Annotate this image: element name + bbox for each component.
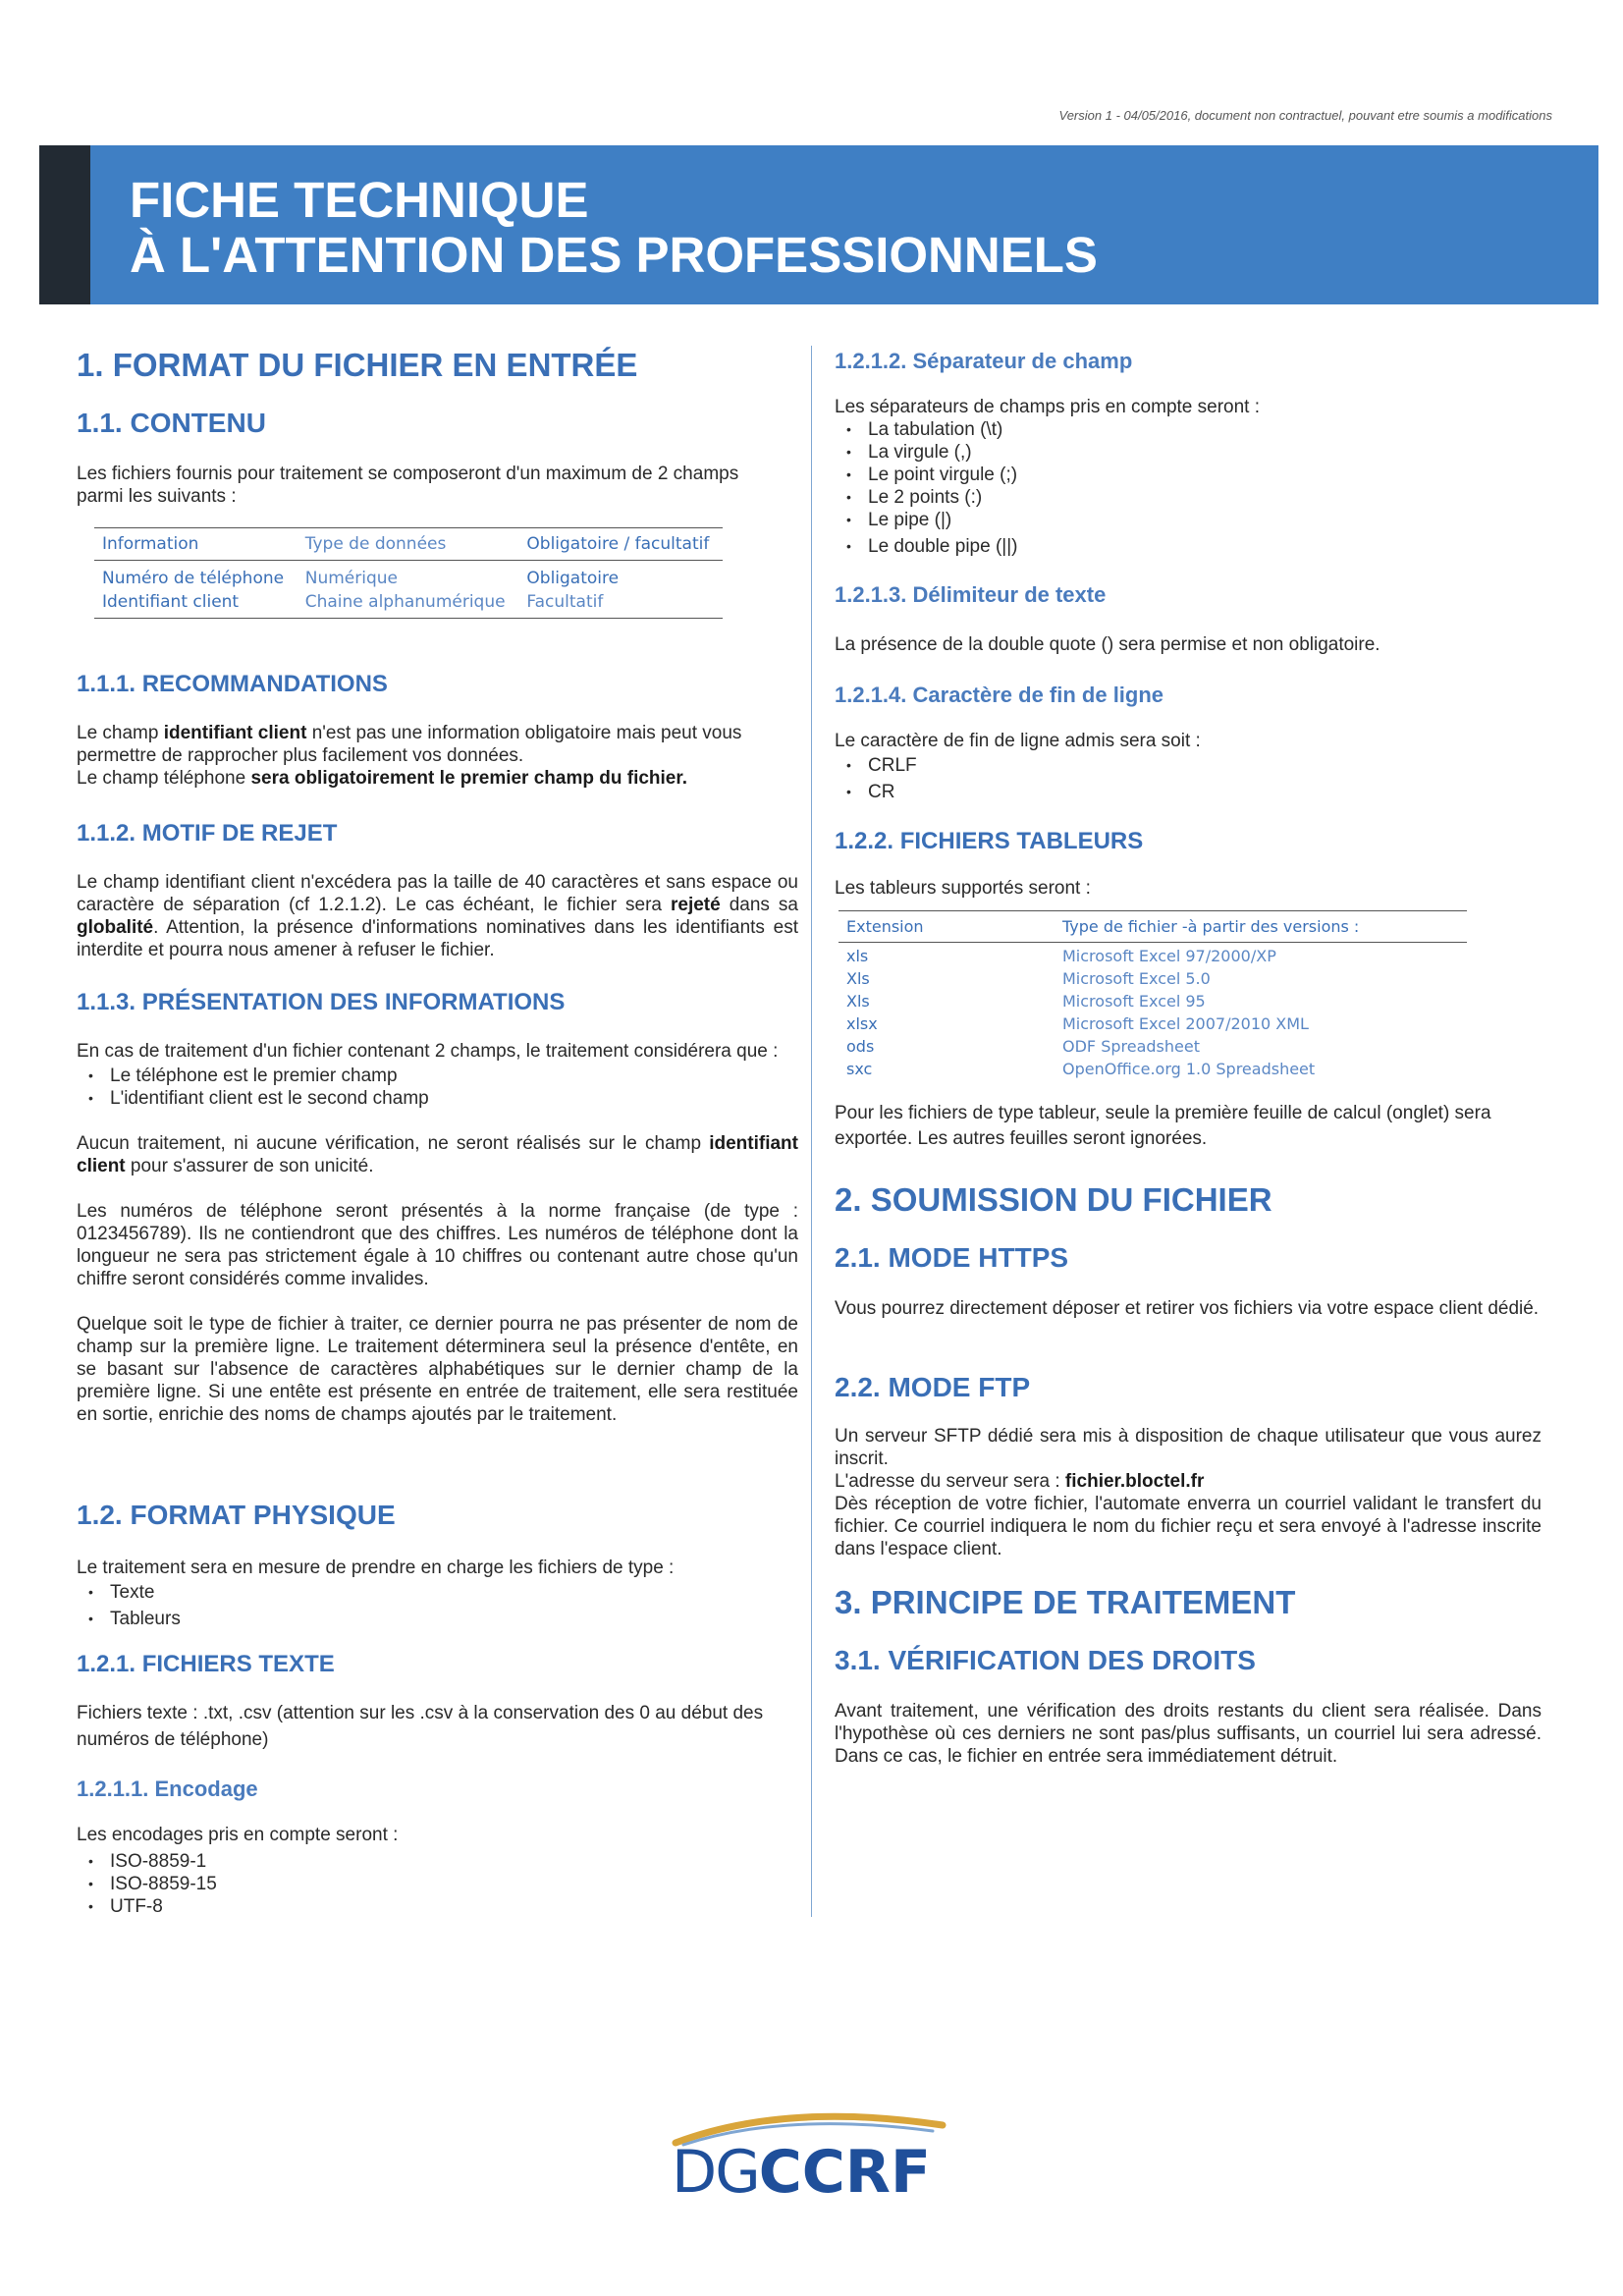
page-title <box>130 173 1098 283</box>
section-2-1-heading-wrap <box>835 1242 1542 1274</box>
table-header-row <box>94 528 723 561</box>
recommendation-paragraph-2 <box>77 767 798 790</box>
section-1-1-heading: 1.1. CONTENU <box>77 408 266 438</box>
section-1-2-1-1-text <box>77 1824 798 1918</box>
table-header-cell: Information <box>94 528 298 561</box>
physical-format-paragraph: Le traitement sera en mesure de prendre en charge les fichiers de type : <box>77 1558 675 1578</box>
table-cell: Obligatoire <box>526 569 620 588</box>
section-1-heading: 1. FORMAT DU FICHIER EN ENTRÉE <box>77 347 638 383</box>
page-title-line2: À L'ATTENTION DES PROFESSIONNELS <box>130 227 1098 283</box>
physical-format-list <box>77 1581 798 1630</box>
table-row <box>94 590 723 619</box>
encoding-paragraph: Les encodages pris en compte seront : <box>77 1825 399 1845</box>
table-cell: OpenOffice.org 1.0 Spreadsheet <box>1062 1060 1316 1078</box>
section-1-1-3-text <box>77 1040 798 1426</box>
section-2-2-text <box>835 1425 1542 1560</box>
text-files-paragraph: Fichiers texte : .txt, .csv (attention sur les .csv à la conservation des 0 au début des numéros de téléphone) <box>77 1703 764 1750</box>
section-1-1-2-heading: 1.1.2. MOTIF DE REJET <box>77 820 338 847</box>
text-run: Le champ téléphone <box>77 768 251 789</box>
section-2-2-heading: 2.2. MODE FTP <box>835 1372 1031 1402</box>
dgccrf-logo <box>668 2102 962 2207</box>
section-1-2-1-2-heading: 1.2.1.2. Séparateur de champ <box>835 349 1133 373</box>
section-1-heading-wrap <box>77 347 798 384</box>
section-1-2-2-heading: 1.2.2. FICHIERS TABLEURS <box>835 828 1144 854</box>
presentation-paragraph-2 <box>77 1132 798 1177</box>
table-cell: Xls <box>846 992 870 1011</box>
text-run: n'est pas une information obligatoire mais peut vous permettre de rapprocher plus facilement vos données. <box>77 723 742 766</box>
list-item: • Texte <box>77 1581 798 1604</box>
end-of-line-paragraph: Le caractère de fin de ligne admis sera soit : <box>835 731 1201 751</box>
bold-run: sera obligatoirement le premier champ du fichier. <box>250 768 687 789</box>
section-1-1-1-text <box>77 722 798 790</box>
list-item: • L'identifiant client est le second champ <box>77 1087 798 1110</box>
table-cell: Numérique <box>304 569 398 588</box>
section-3-heading-wrap <box>835 1584 1542 1621</box>
section-3-1-heading: 3.1. VÉRIFICATION DES DROITS <box>835 1645 1256 1675</box>
separators-list <box>835 418 1542 558</box>
list-item: • Le point virgule (;) <box>835 464 1542 486</box>
bold-run: identifiant client <box>163 723 307 743</box>
section-2-2-heading-wrap <box>835 1372 1542 1403</box>
table-cell: Facultatif <box>518 590 723 619</box>
list-item: • Le double pipe (||) <box>835 535 1542 558</box>
table-row <box>839 943 1467 968</box>
table-header-cell: Extension <box>839 911 1055 943</box>
text-run: Aucun traitement, ni aucune vérification, ne seront réalisés sur le champ <box>77 1133 710 1154</box>
section-1-1-1-heading-wrap <box>77 671 798 698</box>
section-2-1-text <box>835 1297 1542 1320</box>
section-1-2-1-3-heading: 1.2.1.3. Délimiteur de texte <box>835 582 1107 607</box>
section-1-2-2-text <box>835 877 1542 900</box>
contents-table-wrap <box>94 527 798 619</box>
section-3-1-text <box>835 1700 1542 1768</box>
table-cell: sxc <box>846 1060 873 1078</box>
section-1-2-heading-wrap <box>77 1500 798 1531</box>
text-run: Le champ identifiant client n'excédera pas la taille de 40 caractères et sans espace ou caractère de séparation (cf 1.2.1.2). Le cas échéant, le fichier sera <box>77 872 798 915</box>
section-1-2-1-text <box>77 1700 798 1753</box>
section-1-1-3-heading-wrap <box>77 989 798 1016</box>
server-address: fichier.bloctel.fr <box>1064 1471 1205 1492</box>
section-1-2-1-heading-wrap <box>77 1651 798 1678</box>
table-header-cell: Obligatoire / facultatif <box>518 528 723 561</box>
table-row <box>839 1035 1467 1058</box>
section-1-1-heading-wrap <box>77 408 798 439</box>
spreadsheets-note: Pour les fichiers de type tableur, seule la première feuille de calcul (onglet) sera exportée. Les autres feuilles seront ignorées. <box>835 1103 1491 1149</box>
spreadsheets-paragraph: Les tableurs supportés seront : <box>835 878 1091 899</box>
section-1-2-text <box>77 1557 798 1630</box>
section-1-2-2-after <box>835 1101 1542 1152</box>
section-3-heading: 3. PRINCIPE DE TRAITEMENT <box>835 1584 1296 1620</box>
rights-check-paragraph: Avant traitement, une vérification des droits restants du client sera réalisée. Dans l'hypothèse où ces derniers ne sont pas/plus suffisants, un courriel lui sera adressé. Dans ce cas, le fichier en entrée sera immédiatement détruit. <box>835 1701 1542 1767</box>
table-cell: ODF Spreadsheet <box>1062 1037 1200 1056</box>
section-1-2-1-3-heading-wrap <box>835 582 1542 608</box>
text-run: Le champ <box>77 723 164 743</box>
list-item: • ISO-8859-15 <box>77 1873 798 1895</box>
bold-run: globalité <box>77 917 154 938</box>
list-item: • Tableurs <box>77 1608 798 1630</box>
bold-run: identifiant client <box>77 1133 798 1176</box>
table-cell: Microsoft Excel 5.0 <box>1062 969 1211 988</box>
section-1-1-3-heading: 1.1.3. PRÉSENTATION DES INFORMATIONS <box>77 989 566 1015</box>
section-1-1-text-wrap <box>77 463 744 508</box>
ftp-paragraph-3: Dès réception de votre fichier, l'automate enverra un courriel validant le transfert du fichier. Ce courriel indiquera le nom du fichier reçu et sera envoyé à l'adresse inscrite dans l'espace client. <box>835 1494 1542 1559</box>
table-cell: xlsx <box>846 1014 878 1033</box>
table-cell: Xls <box>846 969 870 988</box>
section-1-2-heading: 1.2. FORMAT PHYSIQUE <box>77 1500 396 1530</box>
list-item: • ISO-8859-1 <box>77 1850 798 1873</box>
section-1-2-1-heading: 1.2.1. FICHIERS TEXTE <box>77 1651 335 1677</box>
table-cell: Numéro de téléphone <box>102 569 285 588</box>
list-item: • CRLF <box>835 754 1542 777</box>
table-row <box>839 990 1467 1012</box>
bold-run: rejeté <box>671 895 721 915</box>
column-divider <box>811 346 812 1917</box>
section-1-2-1-4-heading-wrap <box>835 683 1542 708</box>
section-3-1-heading-wrap <box>835 1645 1542 1676</box>
table-cell: Microsoft Excel 97/2000/XP <box>1062 947 1276 965</box>
section-1-2-1-2-heading-wrap <box>835 349 1542 374</box>
list-item: • UTF-8 <box>77 1895 798 1918</box>
contents-table <box>94 527 723 619</box>
https-paragraph: Vous pourrez directement déposer et retirer vos fichiers via votre espace client dédié. <box>835 1298 1540 1319</box>
section-1-1-text: Les fichiers fournis pour traitement se composeront d'un maximum de 2 champs parmi les suivants : <box>77 464 739 507</box>
section-1-2-1-1-heading: 1.2.1.1. Encodage <box>77 1777 258 1801</box>
separators-paragraph: Les séparateurs de champs pris en compte seront : <box>835 397 1261 417</box>
text-run: L'adresse du serveur sera : <box>835 1471 1065 1492</box>
encoding-list <box>77 1850 798 1918</box>
table-cell: Identifiant client <box>94 590 298 619</box>
list-item: • Le téléphone est le premier champ <box>77 1065 798 1087</box>
table-row <box>839 1012 1467 1035</box>
logo-text <box>672 2138 931 2207</box>
presentation-paragraph-3: Les numéros de téléphone seront présentés à la norme française (de type : 0123456789). Ils ne contiendront que des chiffres. Les numéros de téléphone dont la longueur ne sera pas strictement égale à 10 chiffres ou contenant autre chose qu'un chiffre seront considérés comme invalides. <box>77 1201 798 1289</box>
logo-text-ccrf: CCRF <box>758 2138 931 2207</box>
recommendation-paragraph-1 <box>77 722 798 767</box>
list-item: • Le pipe (|) <box>835 509 1542 531</box>
presentation-list <box>77 1065 798 1110</box>
table-row <box>94 561 723 591</box>
ftp-paragraph-2 <box>835 1470 1542 1493</box>
section-2-1-heading: 2.1. MODE HTTPS <box>835 1242 1069 1273</box>
list-item: • La virgule (,) <box>835 441 1542 464</box>
ftp-paragraph-1: Un serveur SFTP dédié sera mis à disposition de chaque utilisateur que vous aurez inscrit. <box>835 1426 1542 1469</box>
delimiter-paragraph: La présence de la double quote () sera permise et non obligatoire. <box>835 634 1380 655</box>
section-2-heading-wrap <box>835 1181 1542 1219</box>
section-1-1-2-text <box>77 871 798 961</box>
spreadsheet-table-wrap <box>839 910 1542 1080</box>
section-1-2-1-4-text <box>835 730 1542 803</box>
table-cell: Microsoft Excel 2007/2010 XML <box>1062 1014 1309 1033</box>
section-1-2-1-3-text <box>835 633 1542 656</box>
end-of-line-list <box>835 754 1542 803</box>
text-run: . Attention, la présence d'informations nominatives dans les identifiants est interdite et pourra nous amener à refuser le fichier. <box>77 917 798 960</box>
banner-shadow <box>39 145 90 304</box>
page-title-line1: FICHE TECHNIQUE <box>130 172 589 228</box>
list-item: • CR <box>835 781 1542 803</box>
version-note: Version 1 - 04/05/2016, document non contractuel, pouvant etre soumis a modifications <box>1058 108 1552 123</box>
table-row <box>839 1058 1467 1080</box>
presentation-paragraph-4: Quelque soit le type de fichier à traiter, ce dernier pourra ne pas présenter de nom de champ sur la première ligne. Le traitement déterminera seul la présence d'entête, en se basant sur l'absence de caractères alphabétiques sur le dernier champ de la première ligne. Si une entête est présente en entrée de traitement, elle sera restituée en sortie, enrichie des noms de champs ajoutés par le traitement. <box>77 1314 798 1425</box>
section-1-1-1-heading: 1.1.1. RECOMMANDATIONS <box>77 671 388 697</box>
section-1-2-1-4-heading: 1.2.1.4. Caractère de fin de ligne <box>835 683 1164 707</box>
list-item: • Le 2 points (:) <box>835 486 1542 509</box>
list-item: • La tabulation (\t) <box>835 418 1542 441</box>
section-1-2-2-heading-wrap <box>835 828 1542 855</box>
text-run: pour s'assurer de son unicité. <box>125 1156 374 1176</box>
table-cell: xls <box>846 947 869 965</box>
reject-paragraph <box>77 871 798 961</box>
table-cell: Chaine alphanumérique <box>298 590 519 619</box>
table-header-cell: Type de fichier -à partir des versions : <box>1055 911 1467 943</box>
table-header-row <box>839 911 1467 943</box>
presentation-paragraph-1: En cas de traitement d'un fichier contenant 2 champs, le traitement considérera que : <box>77 1041 779 1062</box>
section-1-2-1-1-heading-wrap <box>77 1777 798 1802</box>
table-header-cell: Type de données <box>298 528 519 561</box>
table-cell: ods <box>846 1037 875 1056</box>
section-2-heading: 2. SOUMISSION DU FICHIER <box>835 1181 1272 1218</box>
section-1-1-2-heading-wrap <box>77 820 798 847</box>
table-cell: Microsoft Excel 95 <box>1062 992 1206 1011</box>
text-run: dans sa <box>720 895 798 915</box>
section-1-2-1-2-text <box>835 396 1542 558</box>
spreadsheet-table <box>839 910 1467 1080</box>
table-row <box>839 967 1467 990</box>
logo-text-dg: DG <box>672 2138 759 2207</box>
